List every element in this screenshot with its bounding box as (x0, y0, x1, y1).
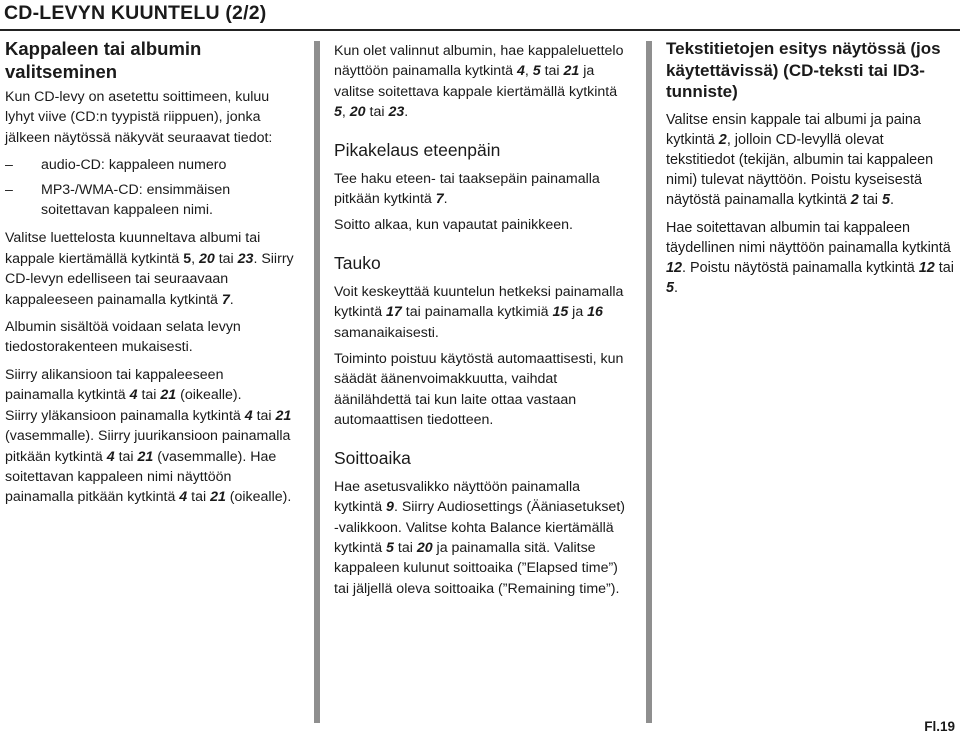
bullet-dash: – (5, 157, 13, 174)
column-divider-bar (646, 41, 652, 723)
section-heading-select-track: Kappaleen tai albumin valitseminen (5, 38, 202, 82)
column-1 (5, 38, 295, 515)
paragraph-subfolder: Siirry alikansioon tai kappaleeseen painamalla kytkintä 4 tai 21 (oikealle). (5, 366, 242, 404)
paragraph-parent-folder: Siirry yläkansioon painamalla kytkintä 4 tai 21 (vasemmalle). Siirry juurikansioon painamalla pitkään kytkintä 4 tai 21 (vasemmalle). Hae soitettavan kappaleen nimi näyttöön painamalla pitkään kytkintä 4 tai 21 (oikealle). (5, 407, 292, 506)
section-heading-play-time: Soittoaika (334, 447, 411, 468)
paragraph-select-album: Valitse luettelosta kuunneltava albumi tai kappale kiertämällä kytkintä 5, 20 tai 23. Siirry CD-levyn edelliseen tai seuraavaan kappaleeseen painamalla kytkintä 7. (5, 230, 294, 308)
section-heading-fast-forward: Pikakelaus eteenpäin (334, 139, 501, 160)
paragraph-pause: Voit keskeyttää kuuntelun hetkeksi painamalla kytkintä 17 tai painamalla kytkimiä 15 ja 16 samanaikaisesti. (334, 283, 624, 341)
page-title: CD-LEVYN KUUNTELU (2/2) (4, 2, 267, 24)
paragraph-browse-folders: Albumin sisältöä voidaan selata levyn tiedostorakenteen mukaisesti. (5, 319, 241, 356)
list-item: – audio-CD: kappaleen numero (5, 155, 295, 175)
paragraph-pause-auto-off: Toiminto poistuu käytöstä automaattisesti, kun säädät äänenvoimakkuutta, vaihdat äänilähdettä tai kun laite ottaa vastaan automaattisen tiedotteen. (334, 351, 624, 429)
title-rule (0, 29, 960, 31)
list-item: – MP3-/WMA-CD: ensimmäisen soitettavan kappaleen nimi. (5, 181, 231, 219)
paragraph-intro: Kun CD-levy on asetettu soittimeen, kuluu lyhyt viive (CD:n tyypistä riippuen), jonka jälkeen näytössä näkyvät seuraavat tiedot: (5, 89, 273, 146)
paragraph-ff-release: Soitto alkaa, kun vapautat painikkeen. (334, 217, 573, 234)
column-divider-bar (314, 41, 320, 723)
info-bullet-list (5, 155, 295, 220)
section-heading-pause: Tauko (334, 252, 381, 273)
section-heading-text-info: Tekstitietojen esitys näytössä (jos käytettävissä) (CD-teksti tai ID3-tunniste) (666, 39, 941, 101)
paragraph-text-info: Valitse ensin kappale tai albumi ja paina kytkintä 2, jolloin CD-levyllä olevat tekstitiedot (tekijän, albumin tai kappaleen nimi) tulevat näyttöön. Poistu kyseisestä näytöstä painamalla kytkintä 2 tai 5. (666, 111, 934, 209)
column-3 (666, 38, 955, 305)
paragraph-ff-search: Tee haku eteen- tai taaksepäin painamalla pitkään kytkintä 7. (334, 170, 600, 208)
page-number: Fl.19 (924, 719, 955, 734)
paragraph-play-time: Hae asetusvalikko näyttöön painamalla kytkintä 9. Siirry Audiosettings (Ääniasetukset) -valikkoon. Valitse kohta Balance kiertämällä kytkintä 5 tai 20 ja painamalla sitä. Valitse kappaleen kulunut soittoaika (”Elapsed time”) tai jäljellä oleva soittoaika (”Remaining time”). (334, 478, 625, 597)
paragraph-full-name: Hae soitettavan albumin tai kappaleen täydellinen nimi näyttöön painamalla kytkintä 12. Poistu näytöstä painamalla kytkintä 12 tai 5. (666, 219, 955, 297)
column-2 (334, 41, 629, 605)
paragraph-track-list: Kun olet valinnut albumin, hae kappaleluettelo näyttöön painamalla kytkintä 4, 5 tai 21 ja valitse soitettava kappale kiertämällä kytkintä 5, 20 tai 23. (334, 43, 624, 121)
bullet-dash: – (5, 181, 13, 198)
